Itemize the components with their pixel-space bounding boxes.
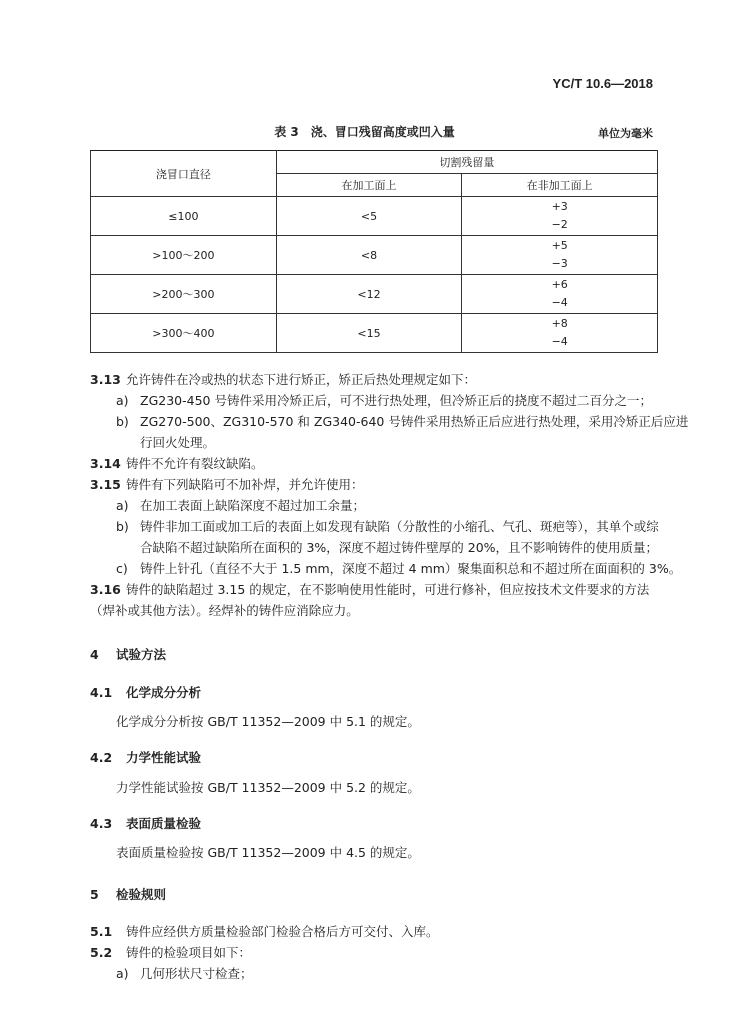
clause-3-15-b: [116, 517, 659, 535]
clause-3-13-a: [116, 391, 652, 409]
cell-plus: +3: [551, 200, 568, 213]
item-label: b): [116, 519, 129, 534]
section-4-heading: [90, 645, 166, 663]
clause-text: 铸件不允许有裂纹缺陷。: [126, 456, 264, 471]
clause-number: 3.14: [90, 456, 121, 471]
clause-text: 允许铸件在冷或热的状态下进行矫正，矫正后热处理规定如下：: [126, 372, 477, 387]
table-caption: 表 3 浇、冒口残留高度或凹入量: [274, 125, 455, 139]
clause-5-2: [90, 943, 251, 961]
clause-3-16-cont: （焊补或其他方法）。经焊补的铸件应消除应力。: [90, 603, 359, 618]
cell-diameter: ≤100: [91, 197, 277, 236]
residual-height-table: [90, 150, 658, 353]
item-text: ZG270-500、ZG310-570 和 ZG340-640 号铸件采用热矫正后应进行热处理，采用冷矫正后应进: [140, 414, 689, 429]
cell-diameter: >100～200: [91, 236, 277, 275]
section-title: 试验方法: [116, 647, 167, 662]
document-code: YC/T 10.6—2018: [552, 76, 653, 91]
section-5-heading: [90, 885, 166, 903]
clause-number: 3.13: [90, 372, 121, 387]
col-header-machined: 在加工面上: [276, 174, 462, 197]
clause-3-15-a: [116, 496, 365, 514]
col-header-group: 切割残留量: [276, 151, 657, 174]
cell-diameter: >300～400: [91, 314, 277, 353]
section-title: 表面质量检验: [126, 816, 202, 831]
cell-unmachined: [462, 197, 658, 236]
clause-text: 铸件的缺陷超过 3.15 的规定，在不影响使用性能时，可进行修补，但应按技术文件要求的方法: [126, 582, 650, 597]
clause-3-15-b-cont: 合缺陷不超过缺陷所在面积的 3%，深度不超过铸件壁厚的 20%，且不影响铸件的使用质量；: [140, 540, 659, 555]
clause-3-13: [90, 370, 476, 388]
clause-3-16: [90, 580, 649, 598]
cell-diameter: >200～300: [91, 275, 277, 314]
clause-text: 铸件应经供方质量检验部门检验合格后方可交付、入库。: [126, 924, 439, 939]
item-text: 铸件非加工面或加工后的表面上如发现有缺陷（分散性的小缩孔、气孔、斑疤等），其单个或综: [140, 519, 659, 534]
clause-3-15-c: [116, 559, 681, 577]
cell-plus: +8: [551, 317, 568, 330]
clause-number: 3.15: [90, 477, 121, 492]
table-row: [91, 197, 658, 236]
cell-minus: −4: [551, 296, 568, 309]
clause-5-2-a: [116, 964, 253, 982]
table-row: [91, 236, 658, 275]
section-number: 4.3: [90, 816, 113, 831]
col-header-unmachined: 在非加工面上: [462, 174, 658, 197]
section-4-3-heading: [90, 814, 201, 832]
item-label: a): [116, 966, 129, 981]
clause-3-13-b-cont: 行回火处理。: [140, 435, 216, 450]
section-4-2-text: 力学性能试验按 GB/T 11352—2009 中 5.2 的规定。: [116, 780, 420, 795]
item-label: a): [116, 393, 129, 408]
table-row: [91, 275, 658, 314]
cell-unmachined: [462, 314, 658, 353]
cell-machined: <8: [276, 236, 462, 275]
cell-machined: <5: [276, 197, 462, 236]
item-text: ZG230-450 号铸件采用冷矫正后，可不进行热处理，但冷矫正后的挠度不超过二百分之一；: [140, 393, 652, 408]
section-4-2-heading: [90, 748, 201, 766]
cell-plus: +5: [551, 239, 568, 252]
cell-unmachined: [462, 275, 658, 314]
clause-3-15: [90, 475, 364, 493]
item-text: 几何形状尺寸检查；: [140, 966, 253, 981]
cell-unmachined: [462, 236, 658, 275]
section-number: 4.1: [90, 685, 113, 700]
cell-machined: <15: [276, 314, 462, 353]
section-number: 5: [90, 887, 99, 902]
clause-number: 3.16: [90, 582, 121, 597]
section-title: 力学性能试验: [126, 750, 202, 765]
clause-text: 铸件有下列缺陷可不加补焊，并允许使用：: [126, 477, 364, 492]
section-number: 4: [90, 647, 99, 662]
cell-minus: −3: [551, 257, 568, 270]
clause-3-13-b: [116, 412, 688, 430]
table-row: [91, 314, 658, 353]
item-text: 铸件上针孔（直径不大于 1.5 mm，深度不超过 4 mm）聚集面积总和不超过所在面面积的 3%。: [140, 561, 682, 576]
section-number: 4.2: [90, 750, 113, 765]
section-title: 化学成分分析: [126, 685, 202, 700]
col-header-diameter: 浇冒口直径: [91, 151, 277, 197]
clause-text: 铸件的检验项目如下：: [126, 945, 252, 960]
section-title: 检验规则: [116, 887, 167, 902]
clause-number: 5.1: [90, 924, 113, 939]
cell-minus: −2: [551, 218, 568, 231]
clause-3-14: [90, 454, 264, 472]
cell-plus: +6: [551, 278, 568, 291]
item-text: 在加工表面上缺陷深度不超过加工余量；: [140, 498, 366, 513]
item-label: c): [116, 561, 128, 576]
clause-5-1: [90, 922, 439, 940]
cell-minus: −4: [551, 335, 568, 348]
section-4-3-text: 表面质量检验按 GB/T 11352—2009 中 4.5 的规定。: [116, 845, 420, 860]
clause-number: 5.2: [90, 945, 113, 960]
table-unit: 单位为毫米: [598, 127, 653, 140]
section-4-1-text: 化学成分分析按 GB/T 11352—2009 中 5.1 的规定。: [116, 714, 420, 729]
item-label: a): [116, 498, 129, 513]
item-label: b): [116, 414, 129, 429]
section-4-1-heading: [90, 683, 201, 701]
cell-machined: <12: [276, 275, 462, 314]
